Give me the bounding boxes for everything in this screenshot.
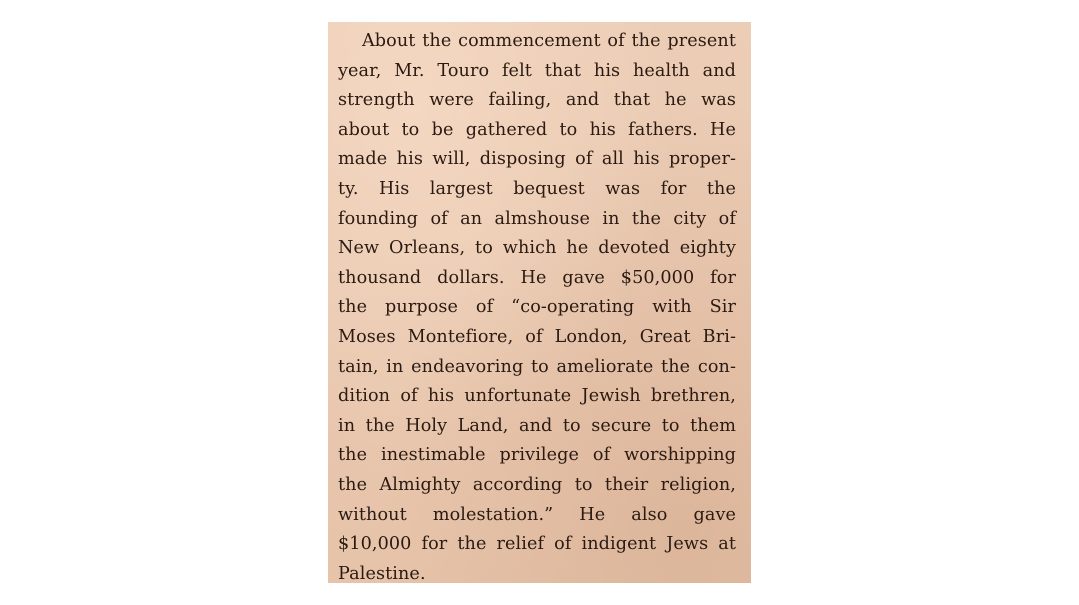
article-line: in the Holy Land, and to secure to them — [338, 415, 736, 436]
article-line: tain, in endeavoring to ameliorate the con- — [338, 356, 736, 377]
article-line: About the commencement of the present — [362, 31, 736, 51]
article-line: without molestation.” He also gave — [338, 504, 736, 525]
article-line: made his will, disposing of all his proper- — [338, 149, 736, 170]
article-line: Moses Montefiore, of London, Great Bri- — [338, 326, 736, 347]
newspaper-clipping — [328, 22, 751, 583]
article-line: founding of an almshouse in the city of — [338, 208, 736, 229]
article-line: the purpose of “co-operating with Sir — [338, 297, 736, 318]
article-line: about to be gathered to his fathers. He — [338, 119, 736, 140]
article-line: thousand dollars. He gave $50,000 for — [338, 267, 736, 288]
article-line: year, Mr. Touro felt that his health and — [338, 60, 736, 81]
article-text — [338, 27, 736, 583]
article-line: the Almighty according to their religion, — [338, 474, 736, 495]
article-line: dition of his unfortunate Jewish brethren, — [338, 386, 736, 407]
article-line: strength were failing, and that he was — [338, 90, 736, 111]
article-line: $10,000 for the relief of indigent Jews at — [338, 534, 736, 555]
article-line: Palestine. — [338, 563, 426, 583]
article-line: New Orleans, to which he devoted eighty — [338, 238, 736, 259]
article-line: the inestimable privilege of worshipping — [338, 445, 736, 466]
article-line: ty. His largest bequest was for the — [338, 178, 736, 199]
